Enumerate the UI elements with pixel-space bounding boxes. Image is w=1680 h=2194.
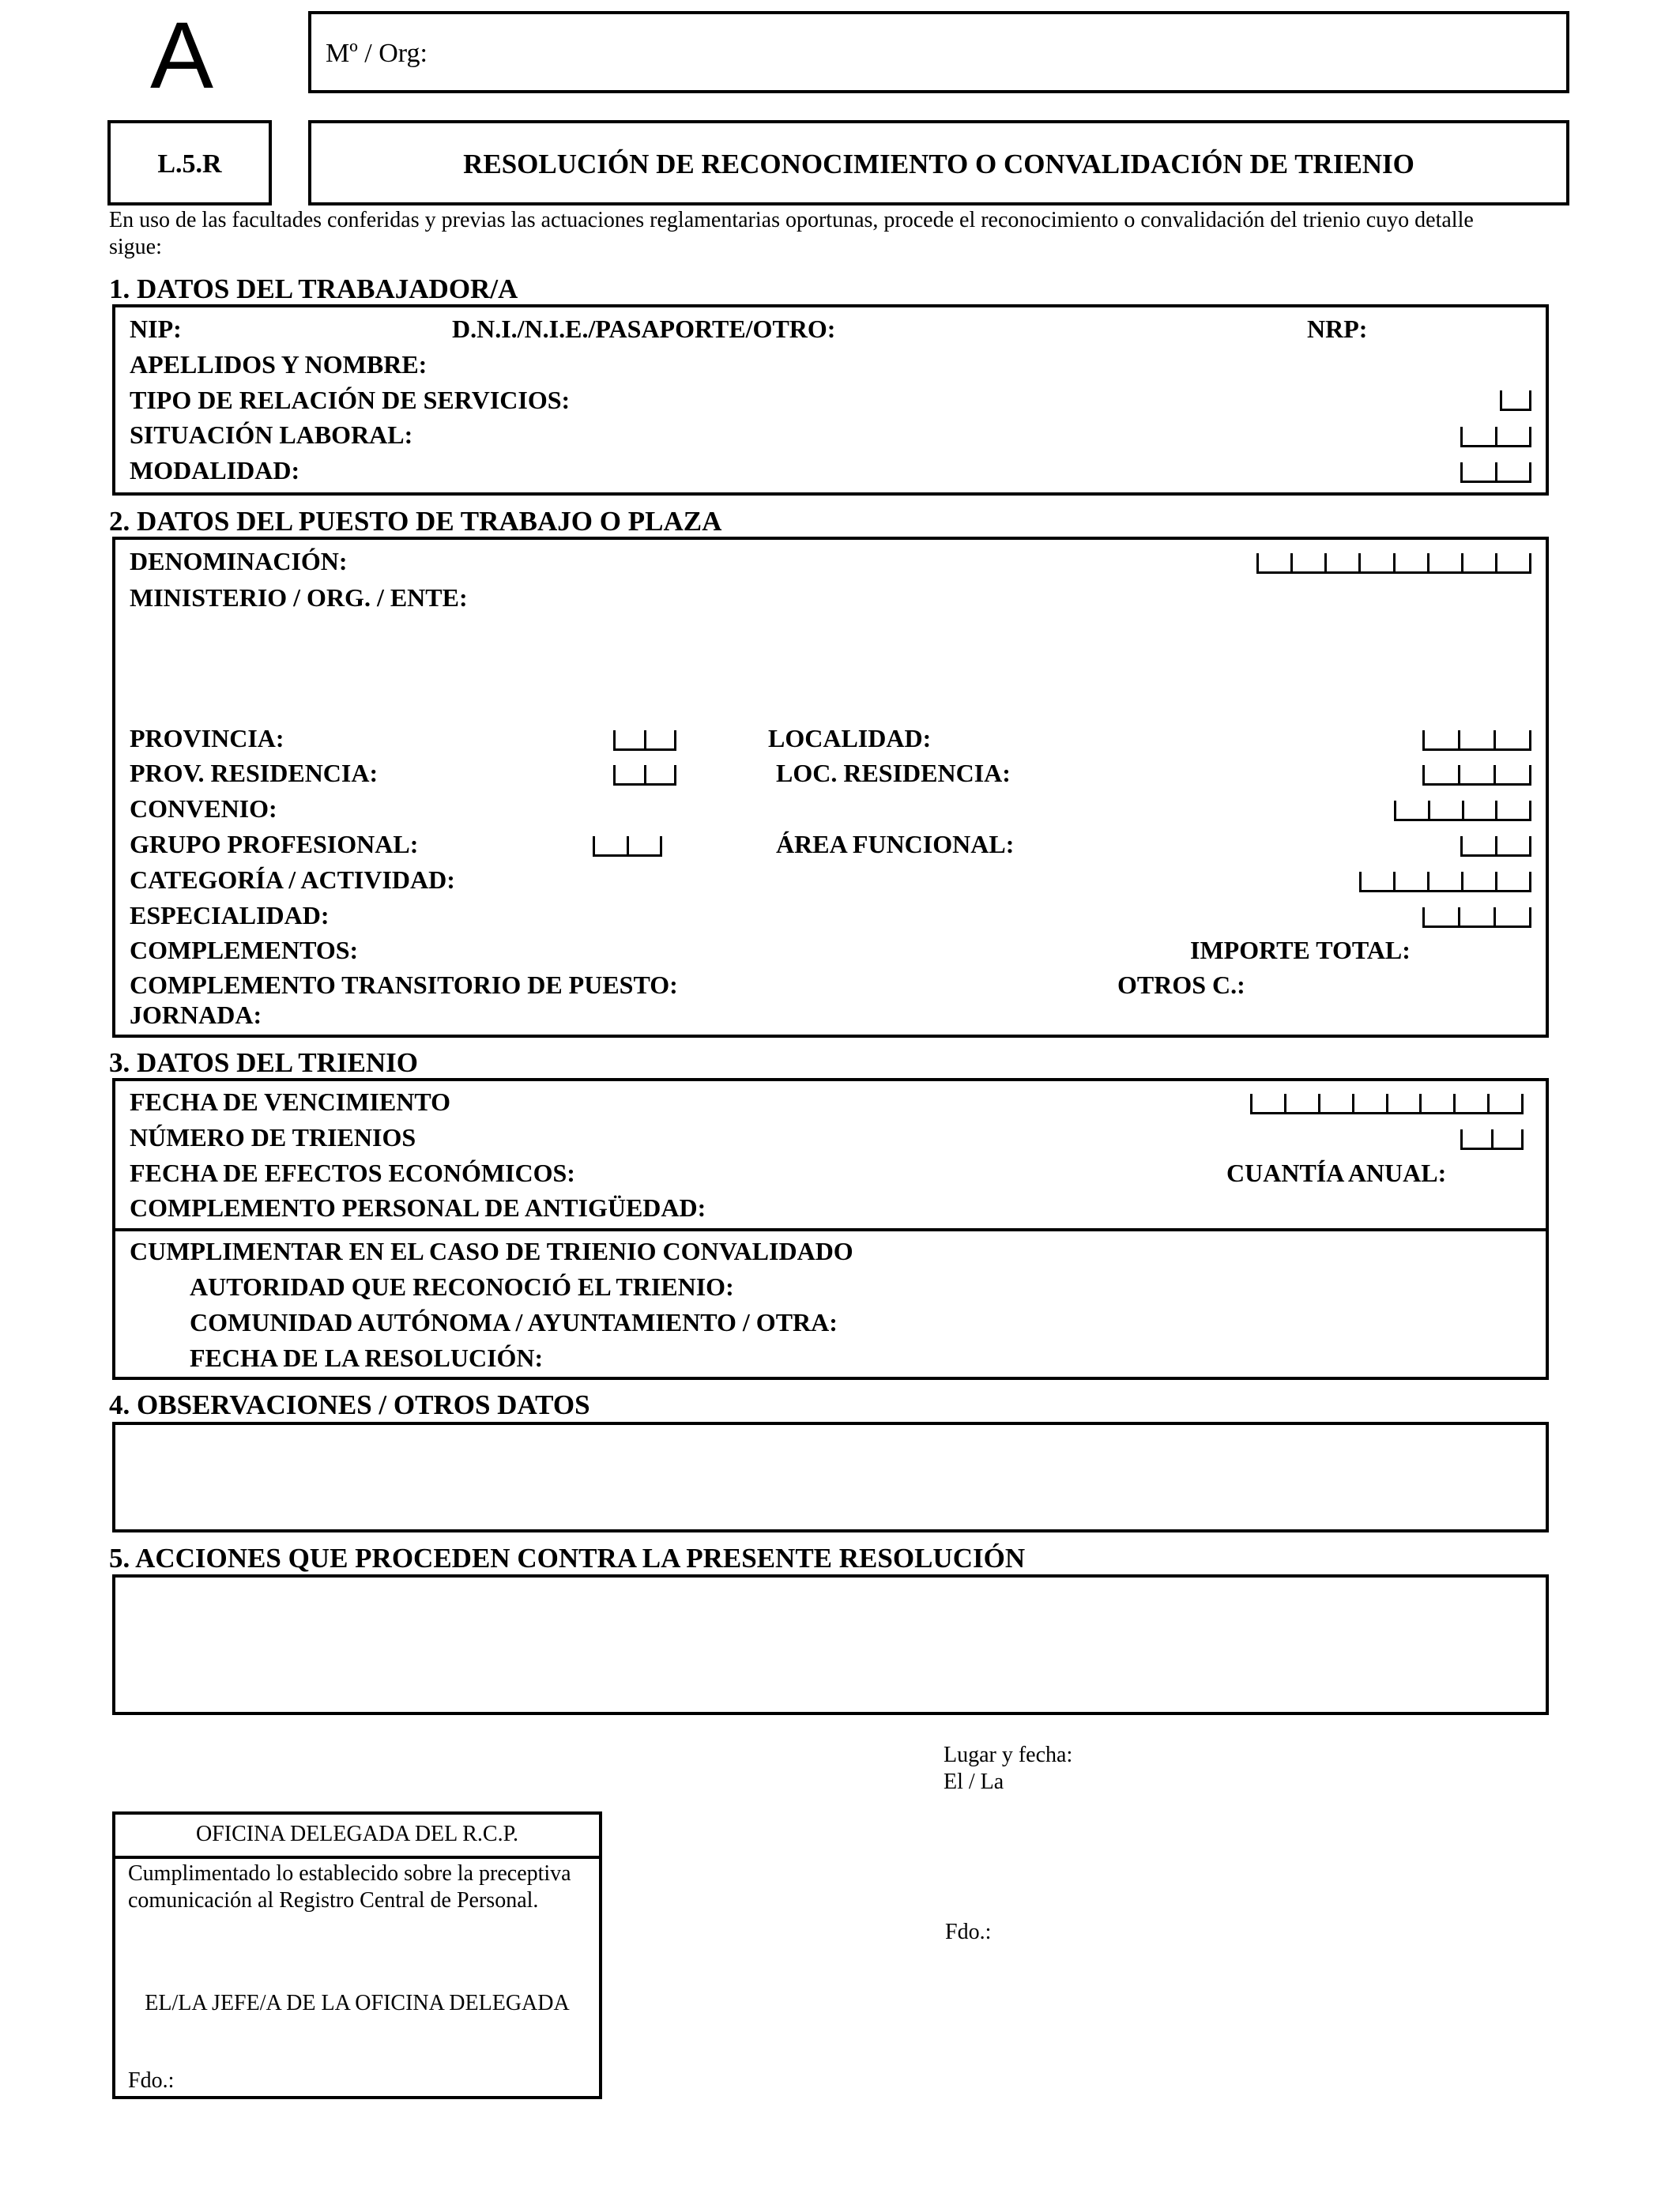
oficina-divider <box>112 1856 602 1859</box>
convalidado-title: CUMPLIMENTAR EN EL CASO DE TRIENIO CONVALIDADO <box>130 1237 853 1265</box>
area-funcional-label: ÁREA FUNCIONAL: <box>776 830 1015 858</box>
org-field[interactable] <box>308 11 1569 93</box>
categoria-label: CATEGORÍA / ACTIVIDAD: <box>130 865 455 894</box>
localidad-cells[interactable] <box>1422 730 1531 751</box>
observaciones-box[interactable] <box>112 1422 1549 1532</box>
tipo-relacion-cells[interactable] <box>1500 390 1531 411</box>
fdo-label: Fdo.: <box>945 1920 992 1944</box>
comunidad-label: COMUNIDAD AUTÓNOMA / AYUNTAMIENTO / OTRA: <box>190 1308 838 1336</box>
ministerio-label: MINISTERIO / ORG. / ENTE: <box>130 583 468 612</box>
convenio-cells[interactable] <box>1394 801 1531 821</box>
otros-c-label: OTROS C.: <box>1117 971 1245 999</box>
fecha-vencimiento-cells[interactable] <box>1250 1094 1524 1114</box>
oficina-title: OFICINA DELEGADA DEL R.C.P. <box>195 1822 519 1846</box>
oficina-box <box>112 1811 602 2099</box>
provincia-cells[interactable] <box>613 730 676 751</box>
fecha-resolucion-label: FECHA DE LA RESOLUCIÓN: <box>190 1344 544 1372</box>
form-letter: A <box>150 2 214 108</box>
especialidad-cells[interactable] <box>1422 907 1531 928</box>
prov-residencia-label: PROV. RESIDENCIA: <box>130 759 379 787</box>
localidad-label: LOCALIDAD: <box>768 724 932 752</box>
grupo-profesional-cells[interactable] <box>593 836 662 857</box>
oficina-text: Cumplimentado lo establecido sobre la preceptiva comunicación al Registro Central de Personal. <box>128 1861 571 1913</box>
oficina-jefe: EL/LA JEFE/A DE LA OFICINA DELEGADA <box>145 1991 570 2015</box>
grupo-profesional-label: GRUPO PROFESIONAL: <box>130 830 419 858</box>
section3-divider <box>112 1228 1549 1231</box>
provincia-label: PROVINCIA: <box>130 724 284 752</box>
importe-total-label: IMPORTE TOTAL: <box>1190 936 1411 964</box>
nrp-label: NRP: <box>1307 315 1368 343</box>
jornada-label: JORNADA: <box>130 1001 262 1029</box>
cuantia-anual-label: CUANTÍA ANUAL: <box>1226 1159 1447 1187</box>
fecha-efectos-label: FECHA DE EFECTOS ECONÓMICOS: <box>130 1159 575 1187</box>
nip-label: NIP: <box>130 315 182 343</box>
situacion-cells[interactable] <box>1460 427 1531 447</box>
lugar-fecha-label: Lugar y fecha: <box>944 1743 1073 1767</box>
denominacion-label: DENOMINACIÓN: <box>130 547 348 575</box>
denominacion-cells[interactable] <box>1256 553 1531 574</box>
intro-text: En uso de las facultades conferidas y previas las actuaciones reglamentarias oportunas, procede el reconocimiento o convalidación del trienio cuyo detalle sigue: <box>109 208 1474 259</box>
tipo-relacion-label: TIPO DE RELACIÓN DE SERVICIOS: <box>130 386 571 414</box>
acciones-box[interactable] <box>112 1574 1549 1715</box>
oficina-fdo: Fdo.: <box>128 2068 175 2093</box>
fecha-vencimiento-label: FECHA DE VENCIMIENTO <box>130 1088 450 1116</box>
section4-heading: 4. OBSERVACIONES / OTROS DATOS <box>109 1389 590 1420</box>
complemento-transitorio-label: COMPLEMENTO TRANSITORIO DE PUESTO: <box>130 971 678 999</box>
situacion-label: SITUACIÓN LABORAL: <box>130 420 413 449</box>
complementos-label: COMPLEMENTOS: <box>130 936 359 964</box>
apellidos-label: APELLIDOS Y NOMBRE: <box>130 350 428 379</box>
modalidad-label: MODALIDAD: <box>130 456 300 484</box>
section1-heading: 1. DATOS DEL TRABAJADOR/A <box>109 273 518 304</box>
categoria-cells[interactable] <box>1359 872 1531 892</box>
loc-residencia-label: LOC. RESIDENCIA: <box>776 759 1011 787</box>
especialidad-label: ESPECIALIDAD: <box>130 901 330 929</box>
page-title: RESOLUCIÓN DE RECONOCIMIENTO O CONVALIDACIÓN DE TRIENIO <box>463 149 1414 179</box>
numero-trienios-label: NÚMERO DE TRIENIOS <box>130 1123 416 1152</box>
form-code: L.5.R <box>157 149 222 179</box>
modalidad-cells[interactable] <box>1460 462 1531 483</box>
loc-residencia-cells[interactable] <box>1422 765 1531 786</box>
org-label: Mº / Org: <box>326 39 428 68</box>
convenio-label: CONVENIO: <box>130 794 277 823</box>
complemento-antiguedad-label: COMPLEMENTO PERSONAL DE ANTIGÜEDAD: <box>130 1193 706 1222</box>
area-funcional-cells[interactable] <box>1460 836 1531 857</box>
numero-trienios-cells[interactable] <box>1460 1129 1524 1150</box>
section3-heading: 3. DATOS DEL TRIENIO <box>109 1047 418 1078</box>
form-code-box <box>107 120 272 205</box>
prov-residencia-cells[interactable] <box>613 765 676 786</box>
autoridad-label: AUTORIDAD QUE RECONOCIÓ EL TRIENIO: <box>190 1272 734 1301</box>
dni-label: D.N.I./N.I.E./PASAPORTE/OTRO: <box>452 315 836 343</box>
section5-heading: 5. ACCIONES QUE PROCEDEN CONTRA LA PRESENTE RESOLUCIÓN <box>109 1543 1026 1574</box>
title-box <box>308 120 1569 205</box>
el-la-label: El / La <box>944 1770 1004 1794</box>
section2-heading: 2. DATOS DEL PUESTO DE TRABAJO O PLAZA <box>109 506 722 537</box>
